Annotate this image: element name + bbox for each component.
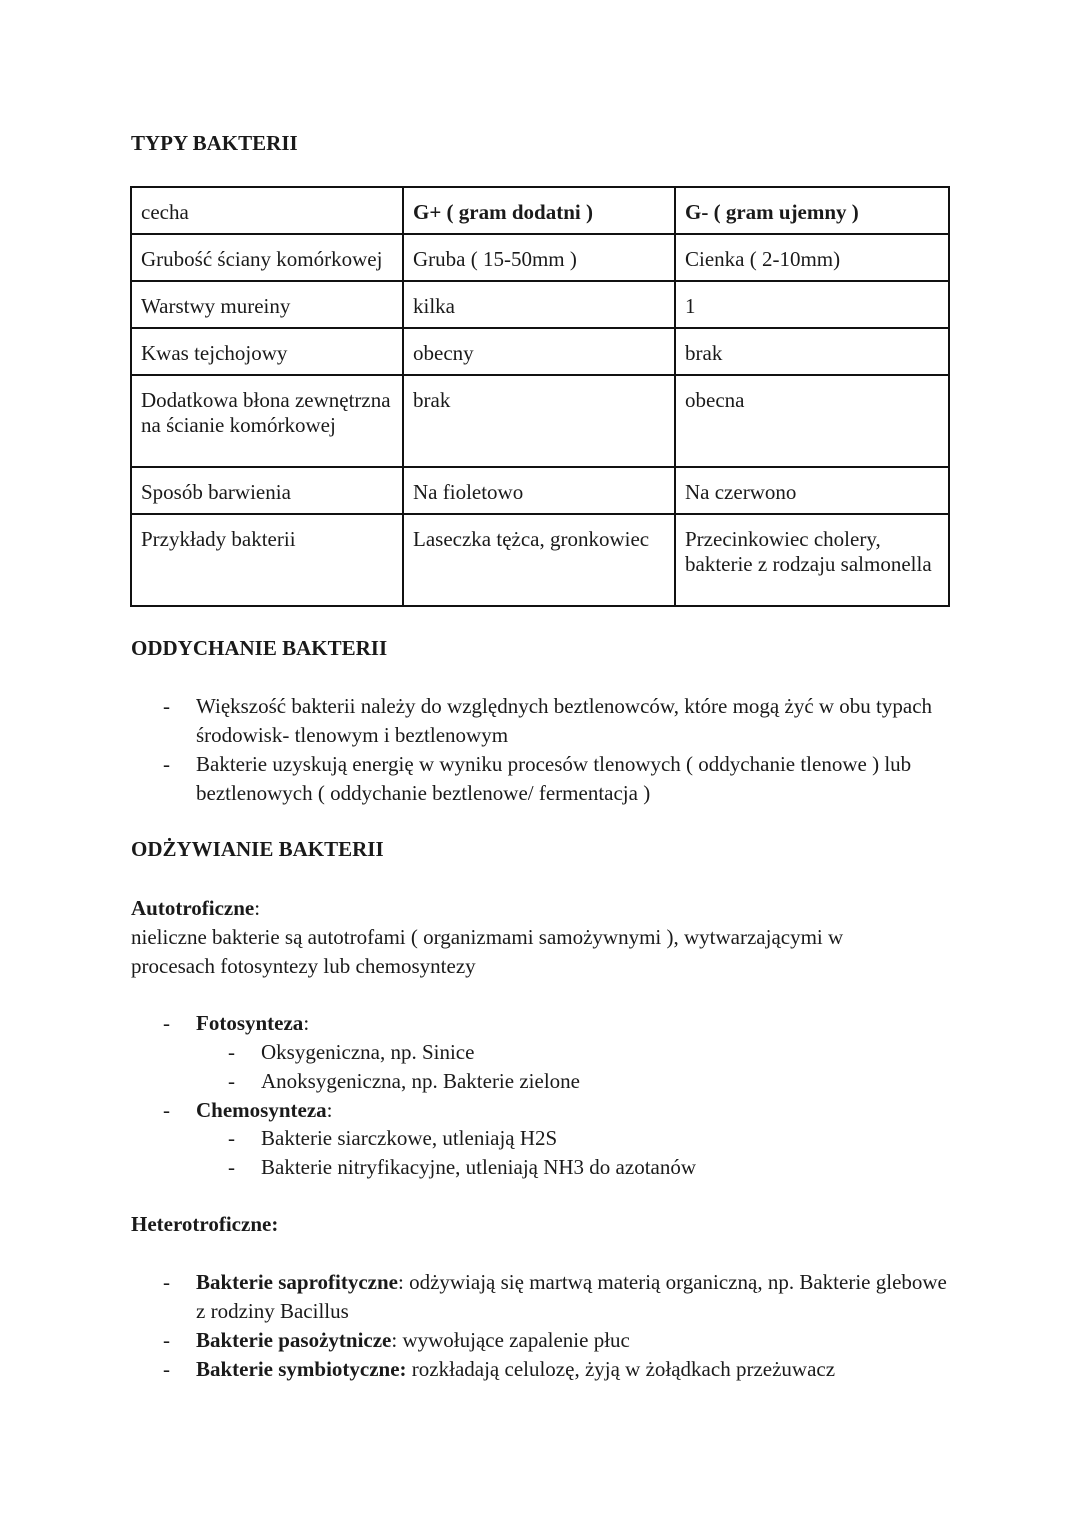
- dash-bullet: -: [228, 1069, 235, 1093]
- heterotrophic-label: [131, 1210, 891, 1239]
- list-item-term: Bakterie pasożytnicze: [196, 1328, 392, 1352]
- list-item: [228, 1067, 961, 1096]
- table-cell: obecna: [675, 375, 949, 467]
- autotrophic-colon: :: [254, 896, 261, 920]
- chemosynthesis-list: [228, 1124, 961, 1182]
- table-row: [131, 467, 949, 514]
- autotrophic-heading: [131, 894, 891, 923]
- chemosynthesis-label: Chemosynteza: [196, 1098, 327, 1122]
- table-header-row: [131, 187, 949, 234]
- bacteria-types-table: [130, 186, 950, 607]
- table-cell: Na fioletowo: [403, 467, 675, 514]
- list-item: [228, 1124, 961, 1153]
- photosynthesis-list: [228, 1038, 961, 1096]
- table-row: [131, 281, 949, 328]
- table-cell: Kwas tejchojowy: [131, 328, 403, 375]
- table-cell: Na czerwono: [675, 467, 949, 514]
- dash-bullet: -: [163, 1098, 170, 1122]
- table-cell: cecha: [131, 187, 403, 234]
- list-item-text: : odżywiają się martwą materią organiczną, np. Bakterie glebowe z rodziny Bacillus: [196, 1270, 947, 1323]
- list-item: [163, 750, 956, 808]
- dash-bullet: -: [163, 1270, 170, 1294]
- nutrition-title: ODŻYWIANIE BAKTERII: [131, 837, 384, 861]
- table-row: [131, 328, 949, 375]
- heterotrophic-list: [163, 1268, 956, 1384]
- table-cell: Cienka ( 2-10mm): [675, 234, 949, 281]
- table-cell: Grubość ściany komórkowej: [131, 234, 403, 281]
- dash-bullet: -: [163, 1011, 170, 1035]
- dash-bullet: -: [228, 1040, 235, 1064]
- list-item-term: Bakterie saprofityczne: [196, 1270, 398, 1294]
- table-cell: Dodatkowa błona zewnętrzna na ścianie komórkowej: [131, 375, 403, 467]
- list-item: [163, 692, 956, 750]
- colon: :: [326, 1098, 333, 1122]
- table-cell: G- ( gram ujemny ): [675, 187, 949, 234]
- respiration-title: ODDYCHANIE BAKTERII: [131, 636, 388, 660]
- dash-bullet: -: [228, 1155, 235, 1179]
- types-title: TYPY BAKTERII: [131, 131, 298, 155]
- table-cell: obecny: [403, 328, 675, 375]
- autotrophic-label: Autotroficzne: [131, 896, 255, 920]
- heterotrophic-label-text: Heterotroficzne:: [131, 1212, 279, 1236]
- respiration-list: [163, 692, 956, 808]
- table-row: [131, 234, 949, 281]
- autotrophic-list: [163, 1009, 956, 1038]
- list-item-text: Bakterie uzyskują energię w wyniku procesów tlenowych ( oddychanie tlenowe ) lub beztlenowych ( oddychanie beztlenowe/ fermentacja ): [196, 752, 912, 805]
- colon: :: [303, 1011, 310, 1035]
- dash-bullet: -: [163, 1328, 170, 1352]
- table-cell: Przecinkowiec cholery, bakterie z rodzaju salmonella: [675, 514, 949, 606]
- table-cell: Gruba ( 15-50mm ): [403, 234, 675, 281]
- table-cell: kilka: [403, 281, 675, 328]
- dash-bullet: -: [228, 1126, 235, 1150]
- table-cell: Przykłady bakterii: [131, 514, 403, 606]
- dash-bullet: -: [163, 1357, 170, 1381]
- chemosynthesis-heading-list: [163, 1096, 956, 1125]
- dash-bullet: -: [163, 694, 170, 718]
- table-cell: Laseczka tężca, gronkowiec: [403, 514, 675, 606]
- table-cell: 1: [675, 281, 949, 328]
- list-item: [163, 1009, 956, 1038]
- list-item: [163, 1326, 956, 1355]
- list-item-text: Oksygeniczna, np. Sinice: [261, 1040, 475, 1064]
- dash-bullet: -: [163, 752, 170, 776]
- table-row: [131, 375, 949, 467]
- list-item: [163, 1268, 956, 1326]
- list-item: [163, 1355, 956, 1384]
- list-item-text: rozkładają celulozę, żyją w żołądkach przeżuwacz: [406, 1357, 836, 1381]
- list-item-text: Większość bakterii należy do względnych beztlenowców, które mogą żyć w obu typach środowisk- tlenowym i beztlenowym: [196, 694, 933, 747]
- autotrophic-description: nieliczne bakterie są autotrofami ( organizmami samożywnymi ), wytwarzającymi w procesach fotosyntezy lub chemosyntezy: [131, 925, 844, 978]
- list-item-text: Bakterie siarczkowe, utleniają H2S: [261, 1126, 558, 1150]
- table-cell: Warstwy mureiny: [131, 281, 403, 328]
- list-item-text: Anoksygeniczna, np. Bakterie zielone: [261, 1069, 580, 1093]
- table-row: [131, 514, 949, 606]
- table-cell: G+ ( gram dodatni ): [403, 187, 675, 234]
- table-cell: brak: [403, 375, 675, 467]
- list-item: [228, 1153, 961, 1182]
- table-cell: Sposób barwienia: [131, 467, 403, 514]
- list-item-text: : wywołujące zapalenie płuc: [391, 1328, 630, 1352]
- list-item: [163, 1096, 956, 1125]
- list-item-text: Bakterie nitryfikacyjne, utleniają NH3 do azotanów: [261, 1155, 697, 1179]
- table-cell: brak: [675, 328, 949, 375]
- photosynthesis-label: Fotosynteza: [196, 1011, 304, 1035]
- list-item: [228, 1038, 961, 1067]
- list-item-term: Bakterie symbiotyczne:: [196, 1357, 407, 1381]
